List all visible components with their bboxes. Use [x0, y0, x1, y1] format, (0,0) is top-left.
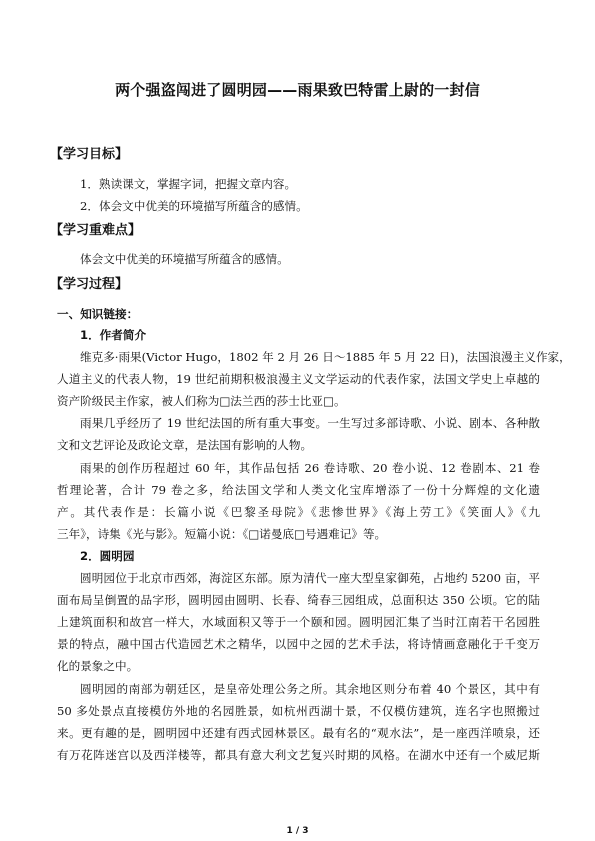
goal-item-2: 2．体会文中优美的环境描写所蕴含的感情。	[80, 199, 308, 213]
page-title: 两个强盗闯进了圆明园——雨果致巴特雷上尉的一封信	[115, 81, 480, 99]
para4-line-2: 面布局呈倒置的品字形，圆明园由圆明、长春、绮春三园组成，总面积达 350 公顷。它的陆	[57, 593, 540, 607]
goal-item-1: 1．熟读课文，掌握字词，把握文章内容。	[80, 177, 297, 191]
para3-line-2: 哲理论著，合计 79 卷之多，给法国文学和人类文化宝库增添了一份十分辉煌的文化遗	[57, 483, 540, 497]
para5-line-2: 50 多处景点直接模仿外地的名园胜景，如杭州西湖十景，不仅模仿建筑，连名字也照搬过	[57, 704, 540, 718]
para3-line-4: 三年》，诗集《光与影》。短篇小说：《□诺曼底□号遇难记》等。	[57, 527, 387, 541]
sub-heading-yuanmingyuan: 2．圆明园	[80, 549, 135, 563]
para1-line-2: 人道主义的代表人物，19 世纪前期积极浪漫主义文学运动的代表作家，法国文学史上卓越的	[57, 372, 540, 386]
para2-line-1: 雨果几乎经历了 19 世纪法国的所有重大事变。一生写过多部诗歌、小说、剧本、各种散	[80, 416, 540, 430]
para2-line-2: 文和文艺评论及政论文章，是法国有影响的人物。	[57, 438, 313, 452]
page-number: 1 / 3	[286, 826, 309, 836]
para4-line-1: 圆明园位于北京市西郊，海淀区东部。原为清代一座大型皇家御苑，占地约 5200 亩，平	[80, 571, 540, 585]
para5-line-3: 来。更有趣的是，圆明园中还建有西式园林景区。最有名的“观水法”，是一座西洋喷泉，还	[57, 726, 540, 740]
heading-key-points: 【学习重难点】	[50, 223, 142, 238]
para1-line-1: 维克多·雨果(Victor Hugo，1802 年 2 月 26 日～1885 年 5 月 22 日)，法国浪漫主义作家，	[80, 350, 571, 364]
para1-line-3: 资产阶级民主作家，被人们称为□法兰西的莎士比亚□。	[57, 394, 346, 408]
para4-line-5: 化的景象之中。	[57, 659, 139, 673]
heading-learning-process: 【学习过程】	[50, 277, 129, 292]
part1-heading: 一、知识链接：	[57, 307, 139, 321]
para4-line-3: 上建筑面积和故宫一样大，水域面积又等于一个颐和园。圆明园汇集了当时江南若干名园胜	[57, 615, 540, 629]
para5-line-1: 圆明园的南部为朝廷区，是皇帝处理公务之所。其余地区则分布着 40 个景区，其中有	[80, 682, 540, 696]
sub-heading-author: 1．作者简介	[80, 328, 147, 342]
heading-learning-goals: 【学习目标】	[50, 147, 129, 162]
para5-line-4: 有万花阵迷宫以及西洋楼等，都具有意大利文艺复兴时期的风格。在湖水中还有一个威尼斯	[57, 748, 540, 762]
para4-line-4: 景的特点，融中国古代造园艺术之精华，以园中之园的艺术手法，将诗情画意融化于千变万	[57, 637, 540, 651]
para3-line-1: 雨果的创作历程超过 60 年，其作品包括 26 卷诗歌、20 卷小说、12 卷剧本、21 卷	[80, 461, 540, 475]
key-points-text: 体会文中优美的环境描写所蕴含的感情。	[80, 252, 289, 266]
para3-line-3: 产。其代表作是：长篇小说《巴黎圣母院》《悲惨世界》《海上劳工》《笑面人》《九	[57, 505, 540, 519]
